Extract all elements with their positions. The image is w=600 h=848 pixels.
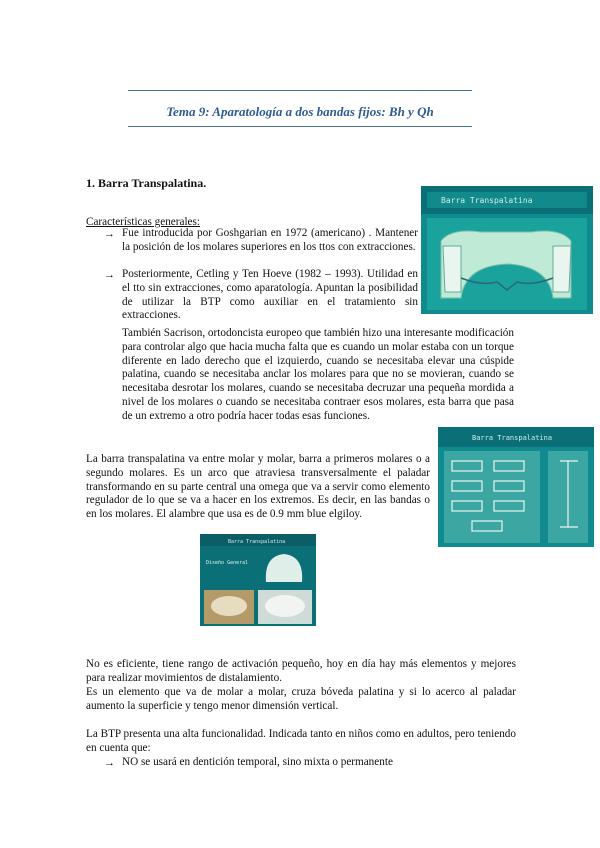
- slide-image-graphic: [200, 534, 316, 626]
- slide-image-barra-transpalatina: [421, 186, 593, 314]
- bullet-item: NO se usará en dentición temporal, sino mixta o permanente: [122, 756, 393, 768]
- title-rule-bottom: [128, 126, 472, 127]
- slide1-title: Barra Transpalatina: [441, 196, 533, 205]
- bullet-arrow-icon: →: [104, 228, 115, 240]
- paragraph-molar-to-molar: Es un elemento que va de molar a molar, cruza bóveda palatina y si lo acerco al paladar aumento la superficie y tengo menor dimensión vertical.: [86, 686, 516, 712]
- slide3-subtitle: Diseño General: [206, 560, 249, 566]
- slide-image-graphic: [421, 186, 593, 314]
- slide-image-graphic: [438, 427, 594, 547]
- sacrison-paragraph: También Sacrison, ortodoncista europeo que también hizo una interesante modificación para controlar algo que hacia mucha falta que es cuando un molar estaba con un torque diferente en lado derecho que el izquierdo, cuando se necesitaba elevar una cúspide palatina, cuando se necesitaba anclar los molares para que no se movieran, cuando se necesitaba desrotar los molares, cuando se necesitaba decruzar una pequeña mordida a nivel de los molares o cuando se necesitaba contraer esos molares, esta barra que pasa de un extremo a otro podría hacer todas esas funciones.: [122, 327, 514, 422]
- bullet-arrow-icon: →: [104, 269, 115, 281]
- slide3-title: Barra Transpalatina: [228, 539, 286, 545]
- paragraph-functionality: La BTP presenta una alta funcionalidad. Indicada tanto en niños como en adultos, pero teniendo en cuenta que:: [86, 728, 516, 754]
- page-title: Tema 9: Aparatología a dos bandas fijos: Bh y Qh: [166, 104, 434, 119]
- bullet-item: Posteriormente, Cetling y Ten Hoeve (1982 – 1993). Utilidad en el tto sin extracciones, como aparatología. Apuntan la posibilidad de utilizar la BTP como auxiliar en el tratamiento sin extracciones.: [122, 268, 418, 322]
- paragraph-efficiency: No es eficiente, tiene rango de activación pequeño, hoy en día hay más elementos y mejores para realizar movimientos de distalamiento.: [86, 658, 516, 684]
- bullet-arrow-icon: →: [104, 757, 115, 769]
- section-heading: 1. Barra Transpalatina.: [86, 176, 207, 190]
- slide2-title: Barra Transpalatina: [472, 434, 553, 442]
- paragraph-btp-description: La barra transpalatina va entre molar y molar, barra a primeros molares o a segundo molares. Es un arco que atraviesa transversalmente el paladar transformando en su parte central una omega que va a servir como elemento regulador de lo que se va a hacer en los extremos. Es decir, en las bandas o en los molares. El alambre que usa es de 0.9 mm blue elgiloy.: [86, 453, 430, 521]
- slide-image-btp-variants: [438, 427, 594, 547]
- bullet-item: Fue introducida por Goshgarian en 1972 (americano) . Mantener la posición de los molares superiores en los ttos con extracciones.: [122, 227, 418, 253]
- title-rule-top: [128, 90, 472, 91]
- characteristics-label: Características generales:: [86, 216, 200, 228]
- slide-image-diseno-general: [200, 534, 316, 626]
